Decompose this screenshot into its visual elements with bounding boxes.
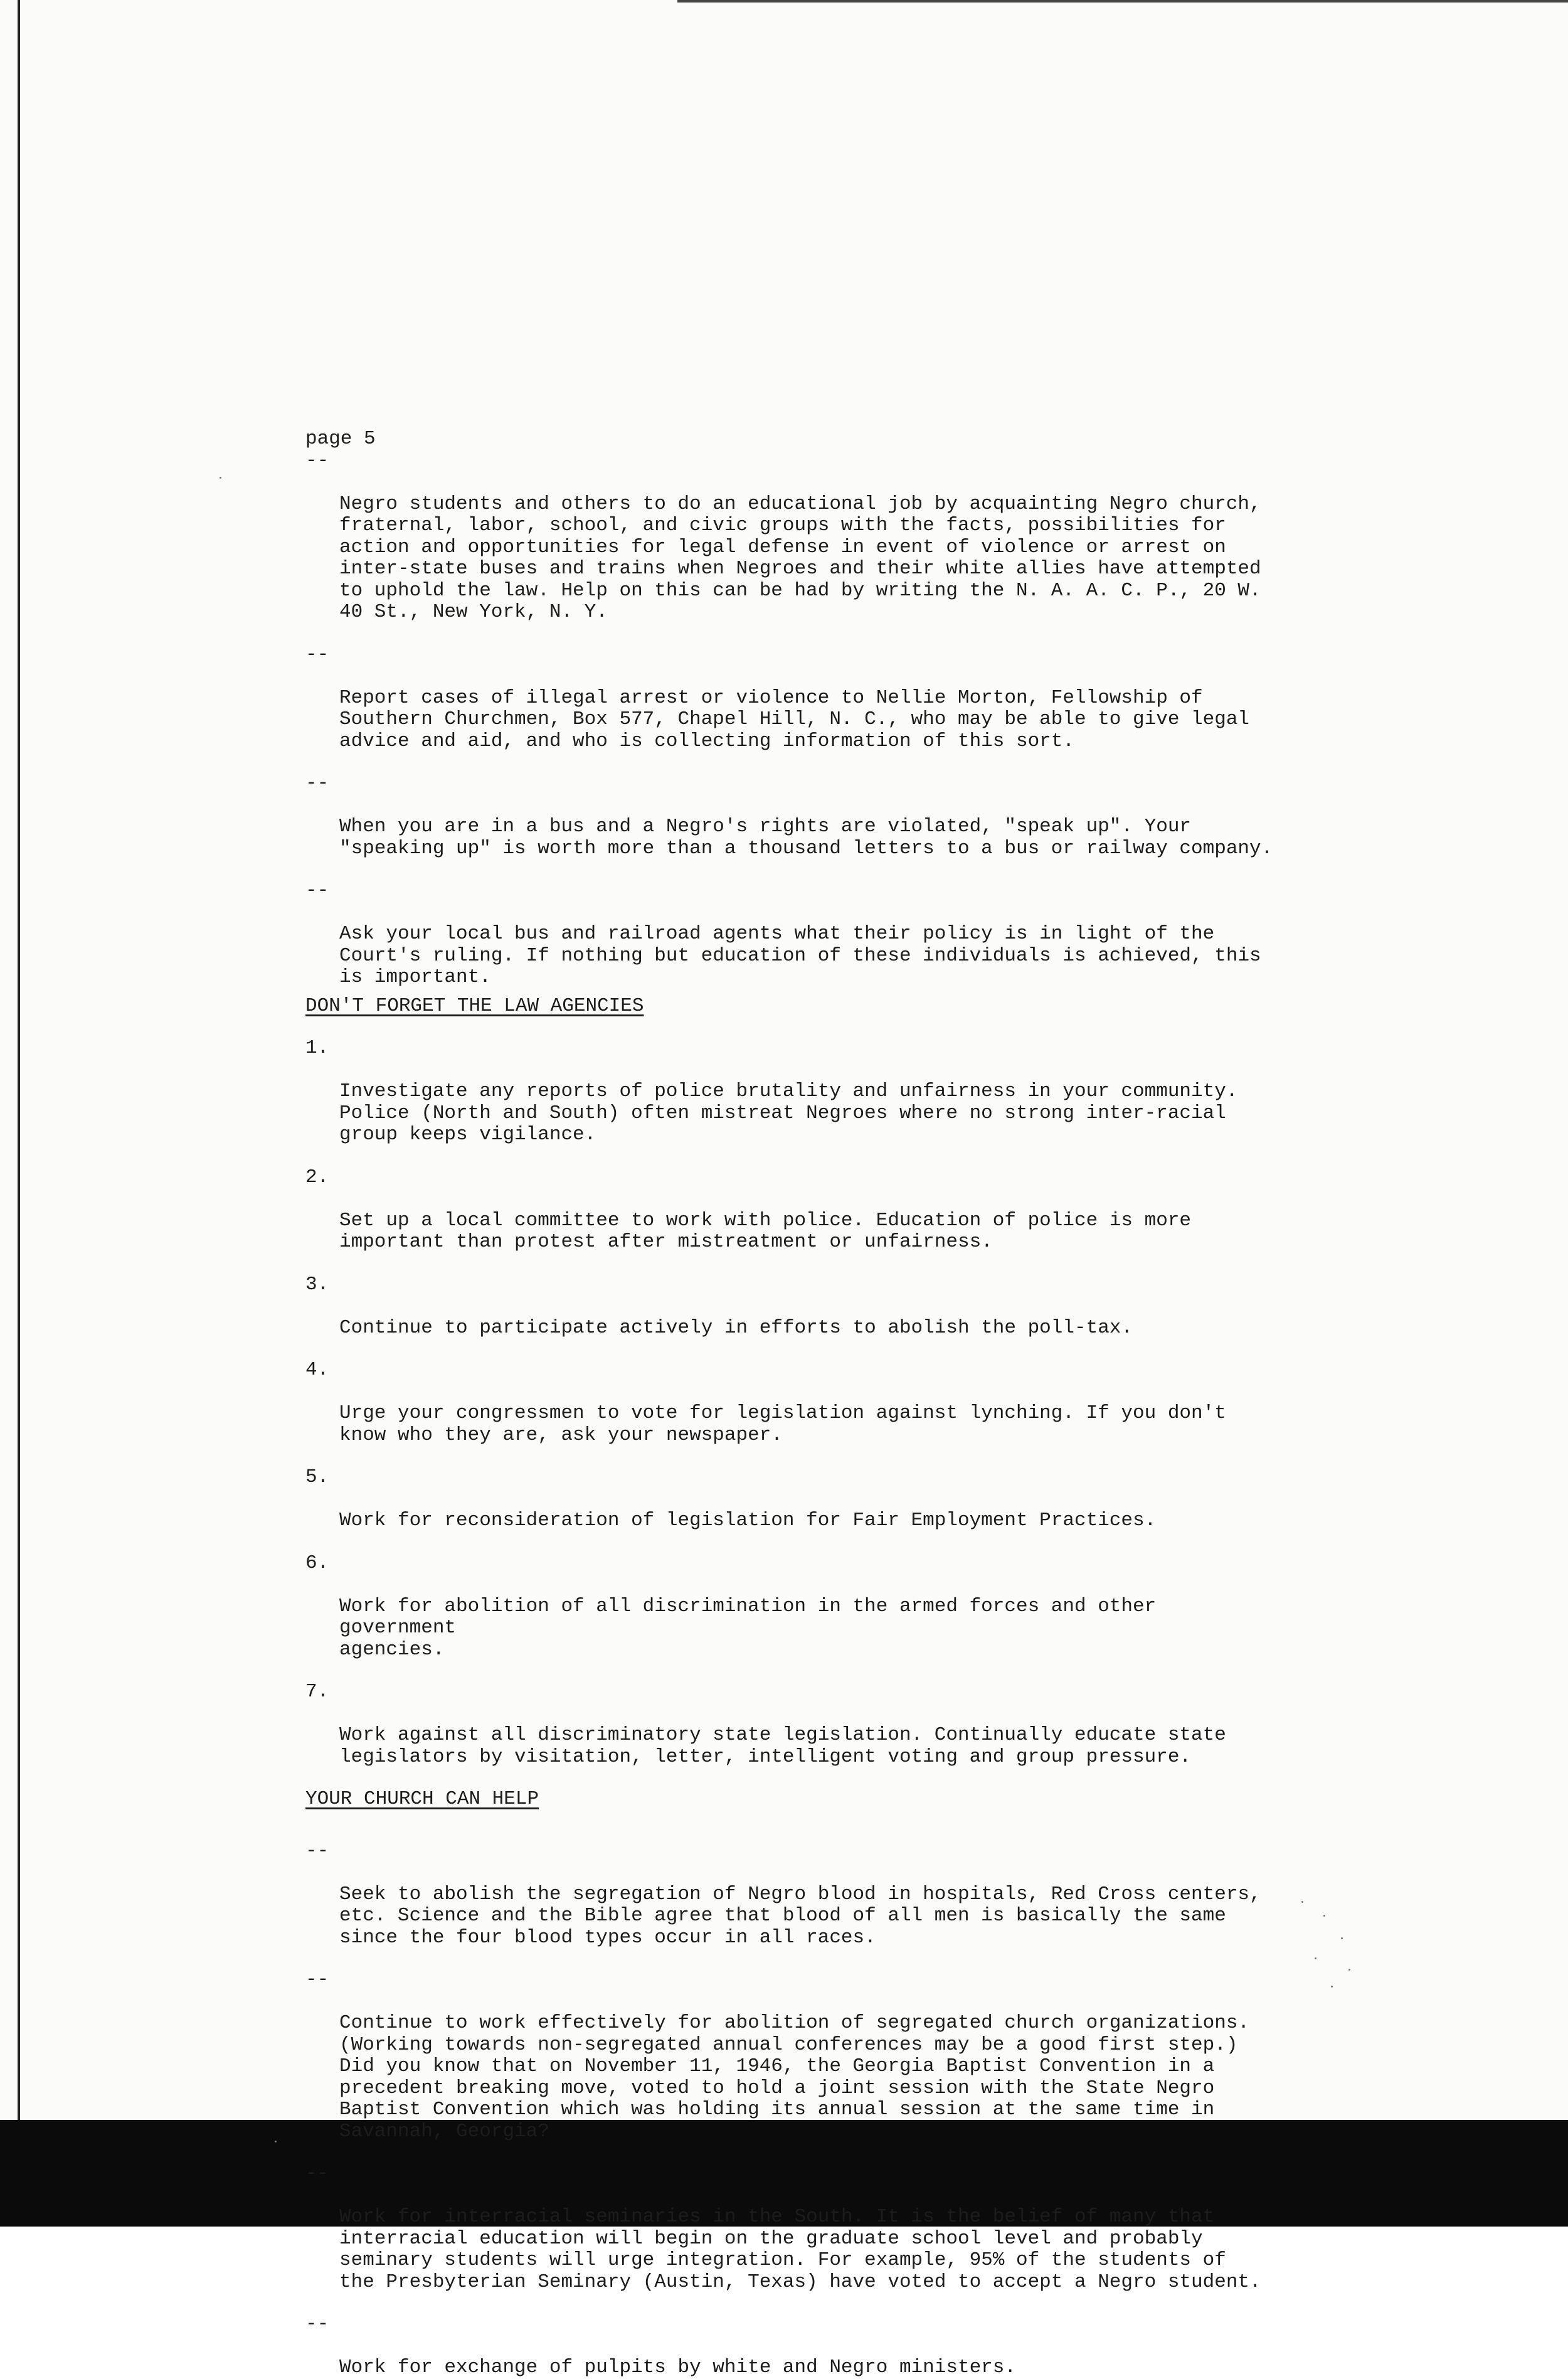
document-body [305,428,1284,2379]
law-item-text: Investigate any reports of police brutality and unfairness in your community. Police (North and South) often mistreat Negroes where no strong inter-racial group keeps vigilance. [339,1080,1238,1146]
law-item-7 [305,1681,1284,1768]
scan-speck [1341,1937,1343,1939]
item-number: 1. [305,1037,329,1059]
dash-marker: -- [305,2163,329,2185]
church-item-2 [305,1969,1284,2142]
dash-marker: -- [305,1839,329,1862]
scan-speck [275,2141,277,2142]
church-item-1 [305,1841,1284,1949]
scan-speck [220,477,221,479]
law-item-4 [305,1360,1284,1446]
item-number: 3. [305,1273,329,1296]
law-item-text: Set up a local committee to work with police. Education of police is more important than protest after mistreatment or unfairness. [339,1209,1192,1253]
dash-marker: -- [305,880,329,902]
dash-marker: -- [305,772,329,794]
church-item-text: Work for exchange of pulpits by white and Negro ministers. [339,2356,1016,2378]
intro-item-3 [305,773,1284,860]
church-heading: YOUR CHURCH CAN HELP [305,1788,539,1810]
dash-marker: -- [305,1969,329,1991]
scan-speck [1348,1969,1350,1971]
intro-item-1 [305,450,1284,624]
scan-speck [1315,1957,1316,1959]
item-number: 6. [305,1551,329,1574]
church-item-text: Continue to work effectively for abolition of segregated church organizations. (Working towards non-segregated annual conferences may be a good first step.) Did you know that on November 11, 1946, the Georgia Baptist Convention in a precedent breaking move, voted to hold a joint session with the State Negro Baptist Convention which was holding its annual session at the same time in Savannah, Georgia? [339,2012,1250,2142]
law-item-1 [305,1038,1284,1146]
intro-item-text: Ask your local bus and railroad agents what their policy is in light of the Court's ruling. If nothing but education of these individuals is achieved, this is important. [339,923,1261,988]
law-item-5 [305,1467,1284,1532]
intro-item-text: Report cases of illegal arrest or violence to Nellie Morton, Fellowship of Southern Churchmen, Box 577, Chapel Hill, N. C., who may be able to give legal advice and aid, and who is collecting information of this sort. [339,686,1250,752]
scan-speck [1301,1901,1303,1903]
dash-marker: -- [305,449,329,472]
intro-item-text: Negro students and others to do an educational job by acquainting Negro church, fraternal, labor, school, and civic groups with the facts, possibilities for action and opportunities for legal defense in event of violence or arrest on inter-state buses and trains when Negroes and their white allies have attempted to uphold the law. Help on this can be had by writing the N. A. A. C. P., 20 W. 40 St., New York, N. Y. [339,492,1261,623]
intro-item-4 [305,880,1284,989]
dash-marker: -- [305,643,329,666]
law-item-text: Work for abolition of all discrimination in the armed forces and other government agencies. [339,1595,1157,1661]
church-item-text: Seek to abolish the segregation of Negro blood in hospitals, Red Cross centers, etc. Science and the Bible agree that blood of all men is basically the same since the four blood types occur in all races. [339,1883,1261,1949]
law-item-3 [305,1274,1284,1339]
item-number: 4. [305,1359,329,1381]
scan-left-edge [18,0,20,2121]
law-item-6 [305,1553,1284,1661]
page-number: page 5 [305,428,376,450]
law-item-text: Continue to participate actively in efforts to abolish the poll-tax. [339,1316,1133,1339]
scan-speck [1323,1915,1325,1917]
intro-item-text: When you are in a bus and a Negro's rights are violated, "speak up". Your "speaking up" is worth more than a thousand letters to a bus or railway company. [339,816,1273,860]
church-item-3 [305,2163,1284,2293]
item-number: 5. [305,1466,329,1488]
dash-marker: -- [305,2313,329,2335]
church-item-4 [305,2314,1284,2379]
law-agencies-heading: DON'T FORGET THE LAW AGENCIES [305,994,644,1017]
scan-top-edge [677,0,1568,3]
law-item-text: Work for reconsideration of legislation for Fair Employment Practices. [339,1509,1157,1531]
item-number: 2. [305,1166,329,1188]
law-item-text: Urge your congressmen to vote for legislation against lynching. If you don't know who they are, ask your newspaper. [339,1402,1226,1446]
scan-speck [1331,1986,1333,1988]
law-item-text: Work against all discriminatory state legislation. Continually educate state legislators by visitation, letter, intelligent voting and group pressure. [339,1724,1226,1768]
intro-item-2 [305,644,1284,753]
church-item-text: Work for interracial seminaries in the South. It is the belief of many that interracial education will begin on the graduate school level and probably seminary students will urge integration. For example, 95% of the students of the Presbyterian Seminary (Austin, Texas) have voted to accept a Negro student. [339,2206,1261,2293]
law-item-2 [305,1167,1284,1253]
item-number: 7. [305,1681,329,1703]
